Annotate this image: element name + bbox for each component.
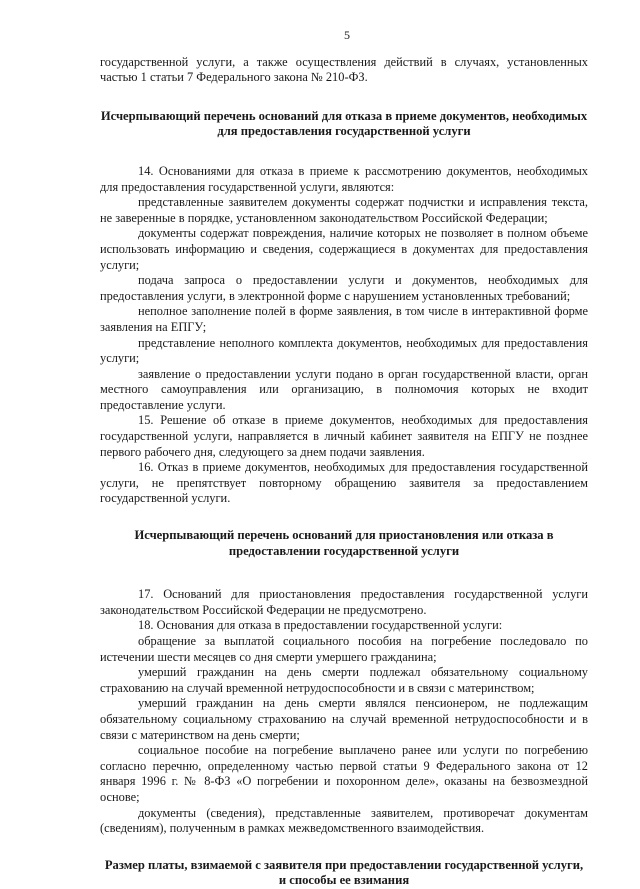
list-item: социальное пособие на погребение выплачено ранее или услуги по погребению согласно перечню, определенному частью первой статьи 9 Федерального закона от 12 января 1996 г. № 8-ФЗ «О погребении и похоронном деле», оказаны на безвозмездной основе; [100, 743, 588, 804]
list-item: представление неполного комплекта документов, необходимых для предоставления услуги; [100, 335, 588, 366]
paragraph-18: 18. Основания для отказа в предоставлении государственной услуги: [138, 618, 503, 633]
paragraph-17: 17. Оснований для приостановления предоставления государственной услуги законодательством Российской Федерации не предусмотрено. [100, 587, 588, 617]
list-item: неполное заполнение полей в форме заявления, в том числе в интерактивной форме заявления на ЕПГУ; [100, 304, 588, 334]
paragraph-15: 15. Решение об отказе в приеме документов, необходимых для предоставления государственной услуги, направляется в личный кабинет заявителя на ЕПГУ не позднее первого рабочего дня, следующего за днем подачи заявления. [100, 413, 588, 459]
list-item: обращение за выплатой социального пособия на погребение последовало по истечении шести месяцев со дня смерти умершего гражданина; [100, 634, 588, 664]
list-item: представленные заявителем документы содержат подчистки и исправления текста, не заверенные в порядке, установленном законодательством Российской Федерации; [100, 195, 588, 225]
paragraph-16: 16. Отказ в приеме документов, необходимых для предоставления государственной услуги, не препятствует повторному обращению заявителя за предоставлением государственной услуги. [100, 460, 588, 506]
list-item: умерший гражданин на день смерти являлся пенсионером, не подлежащим обязательному социальному страхованию на случай временной нетрудоспособности и в связи с материнством на день смерти; [100, 696, 588, 742]
intro-paragraph: государственной услуги, а также осуществления действий в случаях, установленных частью 1 статьи 7 Федерального закона № 210-ФЗ. [100, 54, 588, 85]
list-item: документы содержат повреждения, наличие которых не позволяет в полном объеме использовать информацию и сведения, содержащиеся в документах для предоставления услуги; [100, 226, 588, 272]
list-item: подача запроса о предоставлении услуги и документов, необходимых для предоставления услуги, в электронной форме с нарушением установленных требований; [100, 273, 588, 303]
list-item: умерший гражданин на день смерти подлежал обязательному социальному страхованию на случай временной нетрудоспособности и в связи с материнством; [100, 665, 588, 695]
page-number: 5 [344, 28, 350, 42]
section-heading-service-refusal: Исчерпывающий перечень оснований для приостановления или отказа в предоставлении государственной услуги [134, 528, 554, 558]
document-page [100, 28, 588, 889]
section-heading-fee: Размер платы, взимаемой с заявителя при предоставлении государственной услуги, и способы ее взимания [104, 857, 584, 888]
list-item: документы (сведения), представленные заявителем, противоречат документам (сведениям), полученным в рамках межведомственного взаимодействия. [100, 805, 588, 836]
list-item: заявление о предоставлении услуги подано в орган государственной власти, орган местного самоуправления или организацию, в полномочия которых не входит предоставление услуги. [100, 366, 588, 412]
paragraph-14: 14. Основаниями для отказа в приеме к рассмотрению документов, необходимых для предоставления государственной услуги, являются: [100, 163, 588, 194]
section-heading-document-refusal: Исчерпывающий перечень оснований для отказа в приеме документов, необходимых для предоставления государственной услуги [100, 108, 588, 139]
